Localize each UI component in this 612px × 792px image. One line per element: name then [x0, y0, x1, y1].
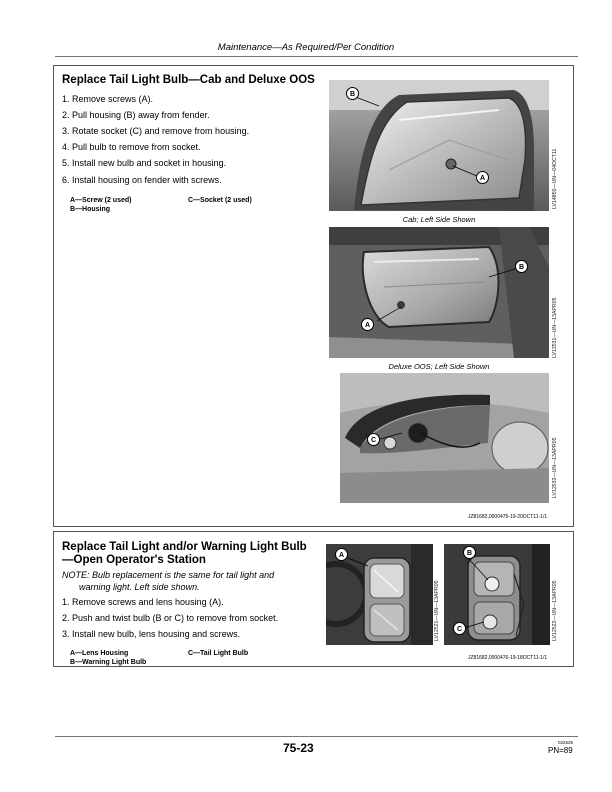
- legend-c: C—Socket (2 used): [188, 197, 252, 204]
- legend-a: A—Lens Housing: [70, 650, 129, 657]
- step-3: 3. Rotate socket (C) and remove from housing.: [62, 126, 250, 136]
- note-line-1: NOTE: Bulb replacement is the same for tail light and: [62, 570, 275, 580]
- callout-a: A: [361, 318, 374, 331]
- header-rule: [55, 56, 578, 57]
- step-2: 2. Push and twist bulb (B or C) to remove from socket.: [62, 613, 279, 623]
- section-1-title: Replace Tail Light Bulb—Cab and Deluxe OOS: [62, 74, 315, 86]
- page-pn: PN=89: [548, 746, 573, 755]
- callout-c: C: [367, 433, 380, 446]
- photo-cab-tail-light: [329, 80, 549, 211]
- image-code-3: LV12532—UN—13APR05: [552, 437, 558, 498]
- step-6: 6. Install housing on fender with screws.: [62, 175, 222, 185]
- page-number: 75-23: [283, 741, 314, 755]
- section-2-title-line-2: —Open Operator's Station: [62, 554, 206, 566]
- step-2: 2. Pull housing (B) away from fender.: [62, 110, 210, 120]
- photo-socket: [340, 373, 549, 503]
- photo-bulbs: [444, 544, 550, 645]
- photo-deluxe-oos-tail-light: [329, 227, 549, 358]
- reference-code-1: JZ81682,0000475-19-20OCT11-1/1: [468, 514, 548, 520]
- cab-tail-light-illustration: [329, 80, 549, 211]
- image-code-2: LV12531—UN—13APR05: [552, 297, 558, 358]
- step-1: 1. Remove screws and lens housing (A).: [62, 597, 224, 607]
- legend-b: B—Housing: [70, 206, 111, 213]
- callout-a: A: [335, 548, 348, 561]
- step-1: 1. Remove screws (A).: [62, 94, 154, 104]
- callout-b: B: [463, 546, 476, 559]
- section-2-title-line-1: Replace Tail Light and/or Warning Light Bulb: [62, 541, 307, 553]
- step-3: 3. Install new bulb, lens housing and screws.: [62, 629, 241, 639]
- reference-code-2: JZ81682,0000476-19-18OCT11-1/1: [468, 655, 548, 661]
- running-header: Maintenance—As Required/Per Condition: [217, 42, 395, 53]
- image-code-4: LV12521—UN—13APR05: [434, 580, 440, 641]
- footer-rule: [55, 736, 578, 737]
- note-line-2: warning light. Left side shown.: [79, 582, 200, 592]
- legend-c: C—Tail Light Bulb: [188, 650, 249, 657]
- callout-c: C: [453, 622, 466, 635]
- legend-b: B—Warning Light Bulb: [70, 659, 147, 666]
- image-code-5: LV12522—UN—13APR05: [552, 580, 558, 641]
- footer-small-code: 022525: [558, 740, 574, 745]
- legend-a: A—Screw (2 used): [70, 197, 132, 204]
- step-5: 5. Install new bulb and socket in housing.: [62, 158, 227, 168]
- callout-b: B: [515, 260, 528, 273]
- photo-lens-housing: [326, 544, 433, 645]
- caption-deluxe-oos: Deluxe OOS; Left Side Shown: [388, 362, 490, 371]
- step-4: 4. Pull bulb to remove from socket.: [62, 142, 201, 152]
- callout-b: B: [346, 87, 359, 100]
- callout-a: A: [476, 171, 489, 184]
- image-code-1: LV14850—UN—04OCT11: [552, 148, 558, 209]
- caption-cab: Cab; Left Side Shown: [402, 215, 476, 224]
- deluxe-oos-illustration: [329, 227, 549, 358]
